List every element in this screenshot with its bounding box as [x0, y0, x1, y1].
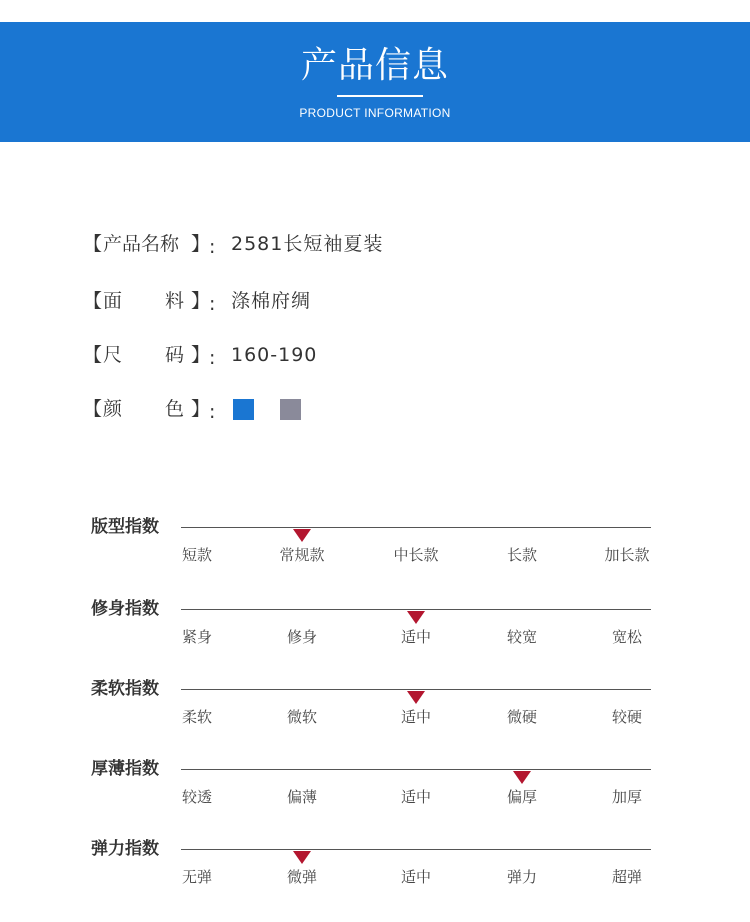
scale-marker-icon	[407, 611, 425, 624]
scale-option: 适中	[400, 788, 432, 806]
bracket-close: 】	[191, 398, 211, 420]
size-value: 160-190	[231, 344, 318, 366]
label-text-b: 色	[165, 398, 185, 420]
scale-option: 微硬	[506, 708, 538, 726]
scale-option: 适中	[400, 708, 432, 726]
bracket-open: 【	[83, 344, 103, 366]
scale-option: 修身	[286, 628, 318, 646]
scale-option: 适中	[400, 868, 432, 886]
label-text-a: 颜	[103, 398, 123, 420]
scale-option: 短款	[181, 546, 213, 564]
scale-marker-icon	[513, 771, 531, 784]
colon: :	[209, 347, 216, 369]
header-banner	[0, 22, 750, 142]
bracket-open: 【	[83, 398, 103, 420]
scale-option: 较透	[181, 788, 213, 806]
scale-option: 微弹	[286, 868, 318, 886]
scale-option: 中长款	[393, 546, 439, 564]
colon: :	[209, 293, 216, 315]
scale-option: 柔软	[181, 708, 213, 726]
scale-option: 弹力	[506, 868, 538, 886]
scale-fit	[0, 599, 750, 659]
label-text-a: 面	[103, 290, 123, 312]
scale-line	[181, 609, 651, 610]
scale-option: 适中	[400, 628, 432, 646]
title-underline	[337, 95, 423, 97]
label-text-b: 码	[165, 344, 185, 366]
scale-stretch	[0, 839, 750, 899]
colon: :	[209, 236, 216, 258]
scale-marker-icon	[293, 529, 311, 542]
bracket-close: 】	[191, 344, 211, 366]
label-text-b: 料	[165, 290, 185, 312]
scale-option: 偏薄	[286, 788, 318, 806]
label-text-a: 尺	[103, 344, 123, 366]
scale-line	[181, 527, 651, 528]
scale-title: 版型指数	[91, 517, 159, 537]
color-swatch-blue[interactable]	[233, 399, 254, 420]
scale-marker-icon	[293, 851, 311, 864]
scale-marker-icon	[407, 691, 425, 704]
scale-option: 较宽	[506, 628, 538, 646]
scale-thickness	[0, 759, 750, 819]
scale-option: 偏厚	[506, 788, 538, 806]
bracket-open: 【	[83, 233, 103, 255]
scale-option: 常规款	[279, 546, 325, 564]
scale-option: 紧身	[181, 628, 213, 646]
scale-line	[181, 849, 651, 850]
bracket-close: 】	[191, 233, 211, 255]
scale-line	[181, 689, 651, 690]
scale-title: 柔软指数	[91, 679, 159, 699]
bracket-open: 【	[83, 290, 103, 312]
scale-line	[181, 769, 651, 770]
scale-option: 加长款	[604, 546, 650, 564]
scale-option: 长款	[506, 546, 538, 564]
fabric-value: 涤棉府绸	[231, 290, 312, 312]
page-subtitle: PRODUCT INFORMATION	[299, 106, 451, 120]
scale-option: 无弹	[181, 868, 213, 886]
colon: :	[209, 401, 216, 423]
page-title: 产品信息	[300, 45, 449, 86]
scale-option: 微软	[286, 708, 318, 726]
scale-title: 厚薄指数	[91, 759, 159, 779]
bracket-close: 】	[191, 290, 211, 312]
scale-option: 较硬	[611, 708, 643, 726]
color-swatch-gray[interactable]	[280, 399, 301, 420]
scale-option: 加厚	[611, 788, 643, 806]
scale-softness	[0, 679, 750, 739]
product-name-value: 2581长短袖夏装	[231, 233, 384, 255]
label-text: 产品名称	[103, 233, 180, 255]
scale-title: 修身指数	[91, 599, 159, 619]
scale-option: 超弹	[611, 868, 643, 886]
scale-title: 弹力指数	[91, 839, 159, 859]
scale-option: 宽松	[611, 628, 643, 646]
scale-version	[0, 517, 750, 577]
